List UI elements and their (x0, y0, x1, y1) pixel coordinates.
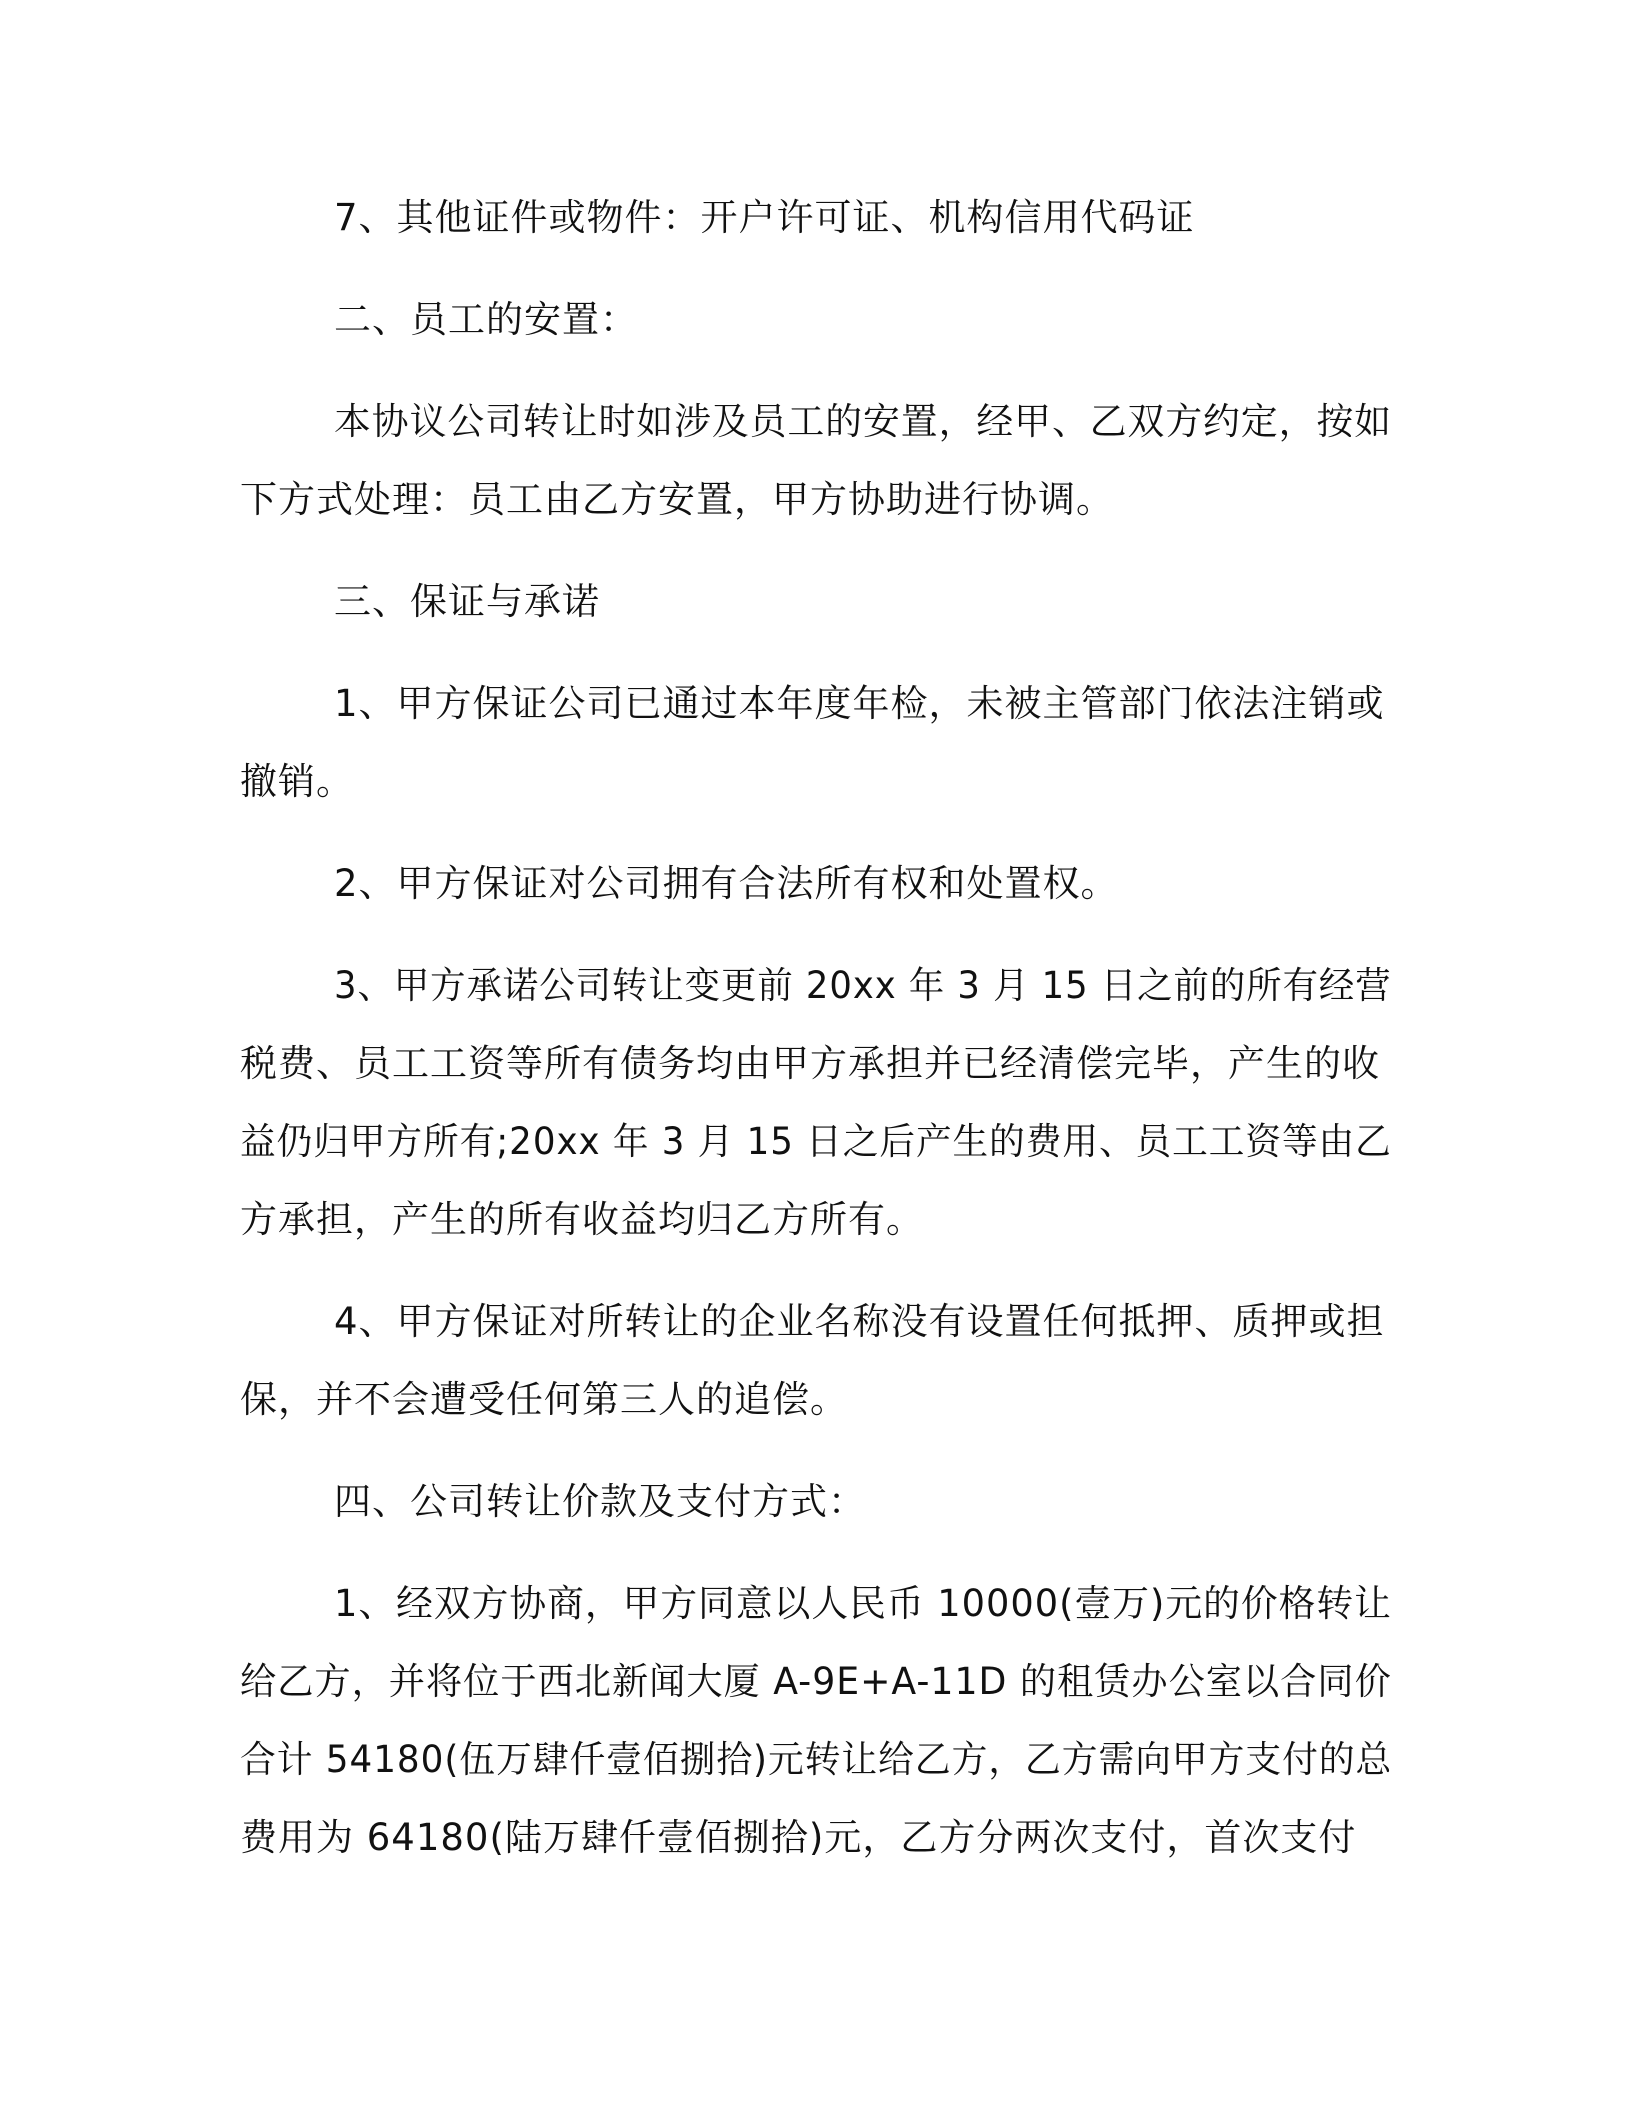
paragraph-line: 保，并不会遭受任何第三人的追偿。 (240, 1378, 848, 1421)
paragraph-line: 费用为 64180(陆万肆仟壹佰捌拾)元，乙方分两次支付，首次支付 (240, 1816, 1357, 1859)
paragraph-line: 2、甲方保证对公司拥有合法所有权和处置权。 (334, 862, 1119, 905)
paragraph-line: 本协议公司转让时如涉及员工的安置，经甲、乙双方约定，按如 (334, 400, 1393, 443)
paragraph-line: 下方式处理：员工由乙方安置，甲方协助进行协调。 (240, 478, 1114, 521)
paragraph-line: 给乙方，并将位于西北新闻大厦 A-9E+A-11D 的租赁办公室以合同价 (240, 1660, 1392, 1703)
item-other-documents: 7、其他证件或物件：开户许可证、机构信用代码证 (334, 196, 1195, 239)
paragraph-line: 3、甲方承诺公司转让变更前 20xx 年 3 月 15 日之前的所有经营 (334, 964, 1392, 1007)
paragraph-line: 合计 54180(伍万肆仟壹佰捌拾)元转让给乙方，乙方需向甲方支付的总 (240, 1738, 1393, 1781)
paragraph-line: 1、甲方保证公司已通过本年度年检，未被主管部门依法注销或 (334, 682, 1385, 725)
section-heading-guarantee: 三、保证与承诺 (334, 580, 600, 623)
paragraph-line: 4、甲方保证对所转让的企业名称没有设置任何抵押、质押或担 (334, 1300, 1385, 1343)
paragraph-line: 1、经双方协商，甲方同意以人民币 10000(壹万)元的价格转让 (334, 1582, 1392, 1625)
section-heading-staff: 二、员工的安置： (334, 298, 638, 341)
paragraph-line: 方承担，产生的所有收益均归乙方所有。 (240, 1198, 924, 1241)
paragraph-line: 税费、员工工资等所有债务均由甲方承担并已经清偿完毕，产生的收 (240, 1042, 1380, 1085)
paragraph-line: 撤销。 (240, 760, 354, 803)
section-heading-price: 四、公司转让价款及支付方式： (334, 1480, 866, 1523)
paragraph-line: 益仍归甲方所有;20xx 年 3 月 15 日之后产生的费用、员工工资等由乙 (240, 1120, 1392, 1163)
